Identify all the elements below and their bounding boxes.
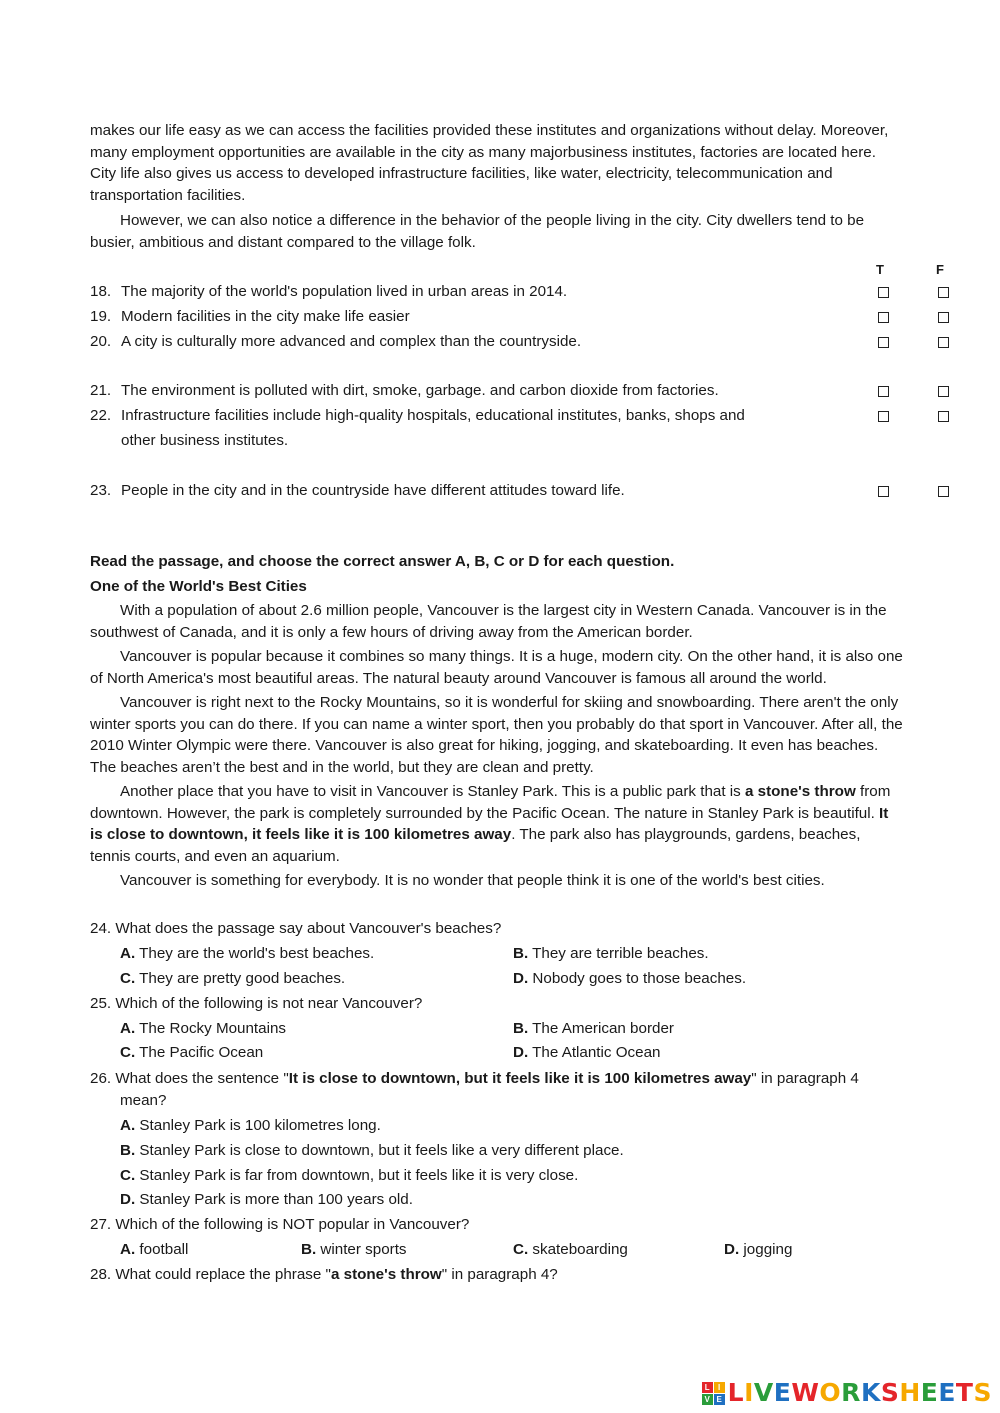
option-b[interactable] — [301, 1239, 407, 1261]
logo-letter: V — [753, 1378, 774, 1408]
text-run: 26. What does the sentence " — [90, 1070, 289, 1087]
option-d[interactable] — [724, 1239, 792, 1261]
option-text: skateboarding — [532, 1241, 628, 1258]
option-letter: C. — [513, 1241, 529, 1258]
question-25 — [90, 993, 905, 1061]
option-letter: B. — [513, 1020, 529, 1037]
passage-paragraph: Vancouver is something for everybody. It is no wonder that people think it is one of the world's best cities. — [120, 872, 825, 889]
item-number: 21. — [90, 382, 112, 399]
true-column-header: T — [876, 262, 884, 277]
false-checkbox[interactable] — [938, 337, 949, 348]
option-text: jogging — [743, 1241, 793, 1258]
passage-paragraph — [90, 781, 905, 867]
bold-phrase: a stone's throw — [744, 783, 856, 800]
question-27 — [90, 1214, 905, 1258]
option-text: Stanley Park is close to downtown, but it feels like a very different place. — [139, 1142, 624, 1159]
logo-letter: W — [791, 1378, 820, 1408]
text-run: from downtown. However, the park is completely surrounded by the Pacific Ocean. The nature in Stanley Park is beautiful. — [90, 783, 891, 822]
option-text: The Rocky Mountains — [139, 1020, 287, 1037]
bold-phrase: a stone's throw — [330, 1266, 442, 1283]
liveworksheets-logo[interactable] — [702, 1377, 992, 1409]
false-column-header: F — [936, 262, 944, 277]
false-checkbox[interactable] — [938, 386, 949, 397]
logo-letter: L — [727, 1378, 745, 1408]
logo-letter: I — [744, 1378, 754, 1408]
bold-phrase: It is close to downtown, but it feels like it is 100 kilometres away — [288, 1070, 752, 1087]
option-a[interactable] — [120, 1239, 188, 1261]
option-text: Stanley Park is more than 100 years old. — [139, 1191, 413, 1208]
item-number: 19. — [90, 308, 112, 325]
logo-mark-cell: L — [702, 1382, 713, 1393]
question-stem — [90, 1068, 905, 1090]
text-run: Another place that you have to visit in Vancouver is Stanley Park. This is a public park that is — [120, 783, 745, 800]
option-d[interactable] — [513, 968, 746, 990]
logo-letter: O — [819, 1378, 842, 1408]
option-b[interactable] — [513, 943, 709, 965]
true-checkbox[interactable] — [878, 411, 889, 422]
logo-mark-cell: V — [702, 1394, 713, 1405]
logo-letter: H — [899, 1378, 921, 1408]
logo-mark-cell: E — [714, 1394, 725, 1405]
false-checkbox[interactable] — [938, 411, 949, 422]
question-26 — [90, 1068, 905, 1208]
option-text: Stanley Park is far from downtown, but it feels like it is very close. — [139, 1167, 579, 1184]
option-letter: B. — [301, 1241, 317, 1258]
option-b[interactable] — [120, 1140, 624, 1162]
text-run: " in paragraph 4 — [751, 1070, 859, 1087]
logo-mark-icon — [702, 1382, 725, 1405]
option-text: They are pretty good beaches. — [139, 970, 346, 987]
false-checkbox[interactable] — [938, 486, 949, 497]
option-letter: B. — [513, 945, 529, 962]
question-28 — [90, 1264, 905, 1286]
option-a[interactable] — [120, 1115, 381, 1137]
option-letter: B. — [120, 1142, 136, 1159]
item-number: 23. — [90, 482, 112, 499]
passage-paragraph: However, we can also notice a difference in the behavior of the people living in the city. City dwellers tend to be busier, ambitious and distant compared to the village folk. — [90, 212, 865, 251]
option-c[interactable] — [120, 968, 345, 990]
false-checkbox[interactable] — [938, 287, 949, 298]
reading-section — [90, 551, 905, 892]
option-letter: D. — [513, 1044, 529, 1061]
question-stem: 25. Which of the following is not near Vancouver? — [90, 995, 423, 1012]
item-number: 18. — [90, 283, 112, 300]
option-letter: A. — [120, 1020, 136, 1037]
passage-paragraph: Vancouver is right next to the Rocky Mountains, so it is wonderful for skiing and snowboarding. There aren't the only winter sports you can do there. If you can name a winter sport, then you probably do that sport in Vancouver. After all, the 2010 Winter Olympic were there. Vancouver is also great for hiking, jogging, and skateboarding. It even has beaches. The beaches aren’t the best and in the world, but they are clean and pretty. — [90, 694, 903, 776]
passage-paragraph: makes our life easy as we can access the facilities provided these institutes and organizations without delay. Moreover, many employment opportunities are available in the city as many majorbusiness institutes, factories are located here. City life also gives us access to developed infrastructure facilities, like water, electricity, telecommunication and transportation facilities. — [90, 122, 889, 204]
false-checkbox[interactable] — [938, 312, 949, 323]
option-c[interactable] — [513, 1239, 628, 1261]
option-letter: A. — [120, 945, 136, 962]
question-stem — [90, 1264, 905, 1286]
item-text: The majority of the world's population lived in urban areas in 2014. — [121, 283, 568, 300]
option-text: Stanley Park is 100 kilometres long. — [139, 1117, 381, 1134]
instruction: Read the passage, and choose the correct answer A, B, C or D for each question. — [90, 553, 675, 570]
option-letter: D. — [513, 970, 529, 987]
text-run: 28. What could replace the phrase " — [90, 1266, 331, 1283]
bold-sentence: It is close to downtown, it feels like it is 100 kilometres away — [90, 804, 889, 843]
item-text: People in the city and in the countryside have different attitudes toward life. — [121, 482, 625, 499]
item-text: A city is culturally more advanced and complex than the countryside. — [121, 333, 582, 350]
true-checkbox[interactable] — [878, 386, 889, 397]
option-text: The American border — [532, 1020, 674, 1037]
option-text: The Pacific Ocean — [139, 1044, 264, 1061]
logo-mark-cell: I — [714, 1382, 725, 1393]
logo-letter: E — [920, 1378, 939, 1408]
option-text: Nobody goes to those beaches. — [532, 970, 747, 987]
logo-letter: R — [841, 1378, 861, 1408]
option-c[interactable] — [120, 1165, 578, 1187]
question-stem: 24. What does the passage say about Vancouver's beaches? — [90, 920, 502, 937]
question-stem: 27. Which of the following is NOT popular in Vancouver? — [90, 1216, 470, 1233]
logo-letter: E — [773, 1378, 792, 1408]
option-d[interactable] — [513, 1042, 660, 1064]
true-checkbox[interactable] — [878, 337, 889, 348]
option-letter: A. — [120, 1117, 136, 1134]
item-number: 20. — [90, 333, 112, 350]
passage-continuation — [90, 120, 905, 253]
logo-text — [727, 1378, 992, 1408]
option-letter: C. — [120, 970, 136, 987]
logo-letter: E — [938, 1378, 956, 1408]
logo-letter: S — [973, 1378, 992, 1408]
question-stem-continuation: mean? — [120, 1091, 167, 1109]
option-letter: C. — [120, 1167, 136, 1184]
option-text: They are the world's best beaches. — [139, 945, 375, 962]
item-text: Infrastructure facilities include high-quality hospitals, educational institutes, banks, shops and other business institutes. — [121, 407, 745, 449]
option-letter: C. — [120, 1044, 136, 1061]
option-letter: A. — [120, 1241, 136, 1258]
passage-title: One of the World's Best Cities — [90, 577, 307, 595]
logo-letter: T — [955, 1378, 974, 1408]
option-d[interactable] — [120, 1189, 413, 1211]
item-number: 22. — [90, 407, 112, 424]
text-run: " in paragraph 4? — [441, 1266, 558, 1283]
item-text: The environment is polluted with dirt, smoke, garbage. and carbon dioxide from factories. — [121, 382, 719, 399]
true-checkbox[interactable] — [878, 287, 889, 298]
option-text: The Atlantic Ocean — [532, 1044, 661, 1061]
passage-paragraph: With a population of about 2.6 million people, Vancouver is the largest city in Western Canada. Vancouver is in the southwest of Canada, and it is only a few hours of driving away from the American border. — [90, 602, 887, 641]
text-run: . The park also has playgrounds, gardens, beaches, tennis courts, and even an aquarium. — [90, 826, 861, 865]
logo-letter: K — [860, 1378, 881, 1408]
option-text: football — [139, 1241, 189, 1258]
true-checkbox[interactable] — [878, 486, 889, 497]
option-a[interactable] — [120, 1018, 286, 1040]
option-text: winter sports — [320, 1241, 407, 1258]
option-text: They are terrible beaches. — [532, 945, 709, 962]
option-b[interactable] — [513, 1018, 674, 1040]
option-c[interactable] — [120, 1042, 263, 1064]
true-checkbox[interactable] — [878, 312, 889, 323]
item-text: Modern facilities in the city make life easier — [121, 308, 410, 325]
question-24 — [90, 918, 905, 987]
option-letter: D. — [724, 1241, 740, 1258]
passage-paragraph: Vancouver is popular because it combines so many things. It is a huge, modern city. On the other hand, it is also one of North America's most beautiful areas. The natural beauty around Vancouver is famous all around the world. — [90, 648, 903, 687]
option-letter: D. — [120, 1191, 136, 1208]
logo-letter: S — [880, 1378, 900, 1408]
option-a[interactable] — [120, 943, 374, 965]
